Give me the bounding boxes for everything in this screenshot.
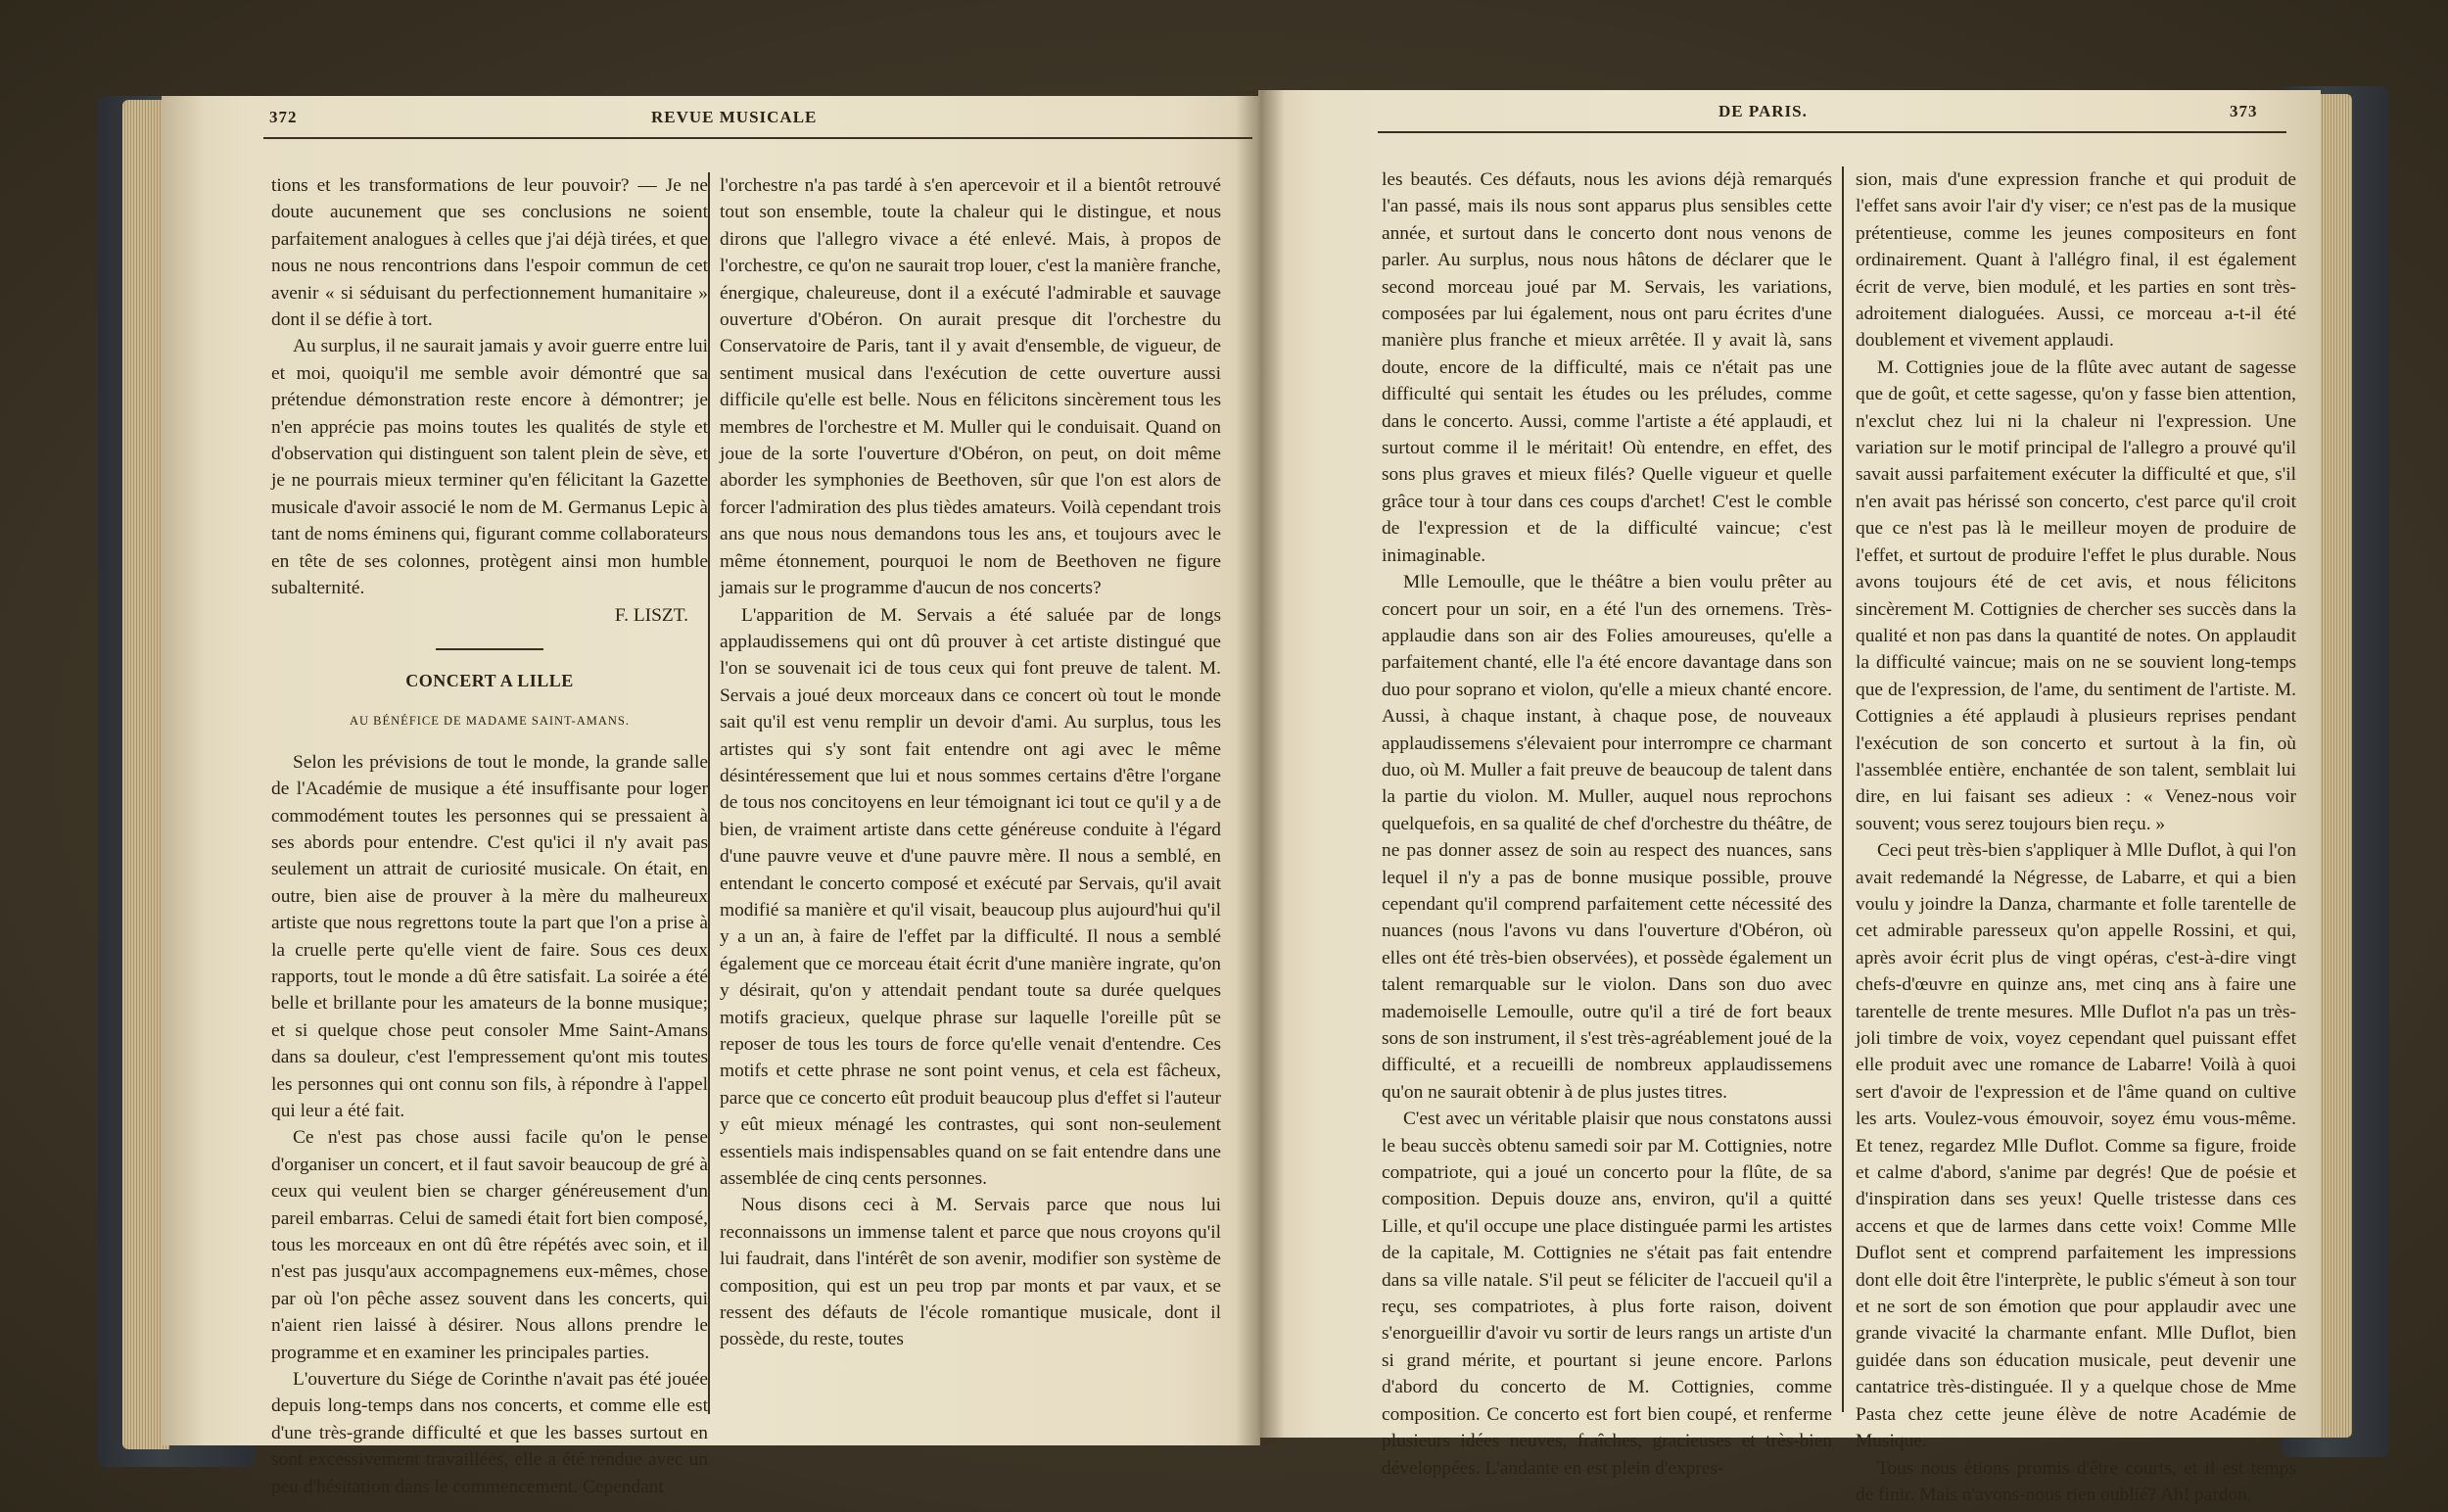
page-shadow bbox=[162, 96, 205, 1445]
right-page bbox=[1258, 90, 2321, 1505]
paragraph: Ceci peut très-bien s'appliquer à Mlle Duflot, à qui l'on avait redemandé la Négresse, de Labarre, et qui a bien voulu y joindre la Danza, charmante et folle tarentelle de cet admirable paresseux qu'on appelle Rossini, et qui, après avoir écrit plus de vingt opéras, c'est-à-dire vingt chefs-d'œuvre en quinze ans, met cinq ans à faire une tarentelle de trente mesures. Mlle Duflot n'a pas un très-joli timbre de voix, voyez cependant quel puissant effet elle produit avec une romance de Labarre! Voilà à quoi sert d'avoir de l'expression et de l'âme quand on cultive les arts. Voulez-vous émouvoir, soyez ému vous-même. Et tenez, regardez Mlle Duflot. Comme sa figure, froide et calme d'abord, s'anime par degrés! Que de poésie et d'inspiration dans ses yeux! Quelle tristesse dans ces accens et que de larmes dans cette voix! Comme Mlle Duflot sent et comprend parfaitement les impressions dont elle doit être l'interprète, le public s'émeut à son tour et ne sort de son émotion que pour applaudir avec une grande vivacité la charmante enfant. Mlle Duflot, bien guidée dans son éducation musicale, peut devenir une cantatrice très-distinguée. Il y a quelque chose de Mme Pasta chez cette jeune élève de notre Académie de Musique. bbox=[1856, 840, 2296, 1452]
paragraph: L'ouverture du Siége de Corinthe n'avait pas été jouée depuis long-temps dans nos concerts, et comme elle est d'une très-grande difficulté et que les basses surtout en sont excessivement travaillées, elle a été rendue avec un peu d'hésitation dans le commencement. Cependant bbox=[271, 1369, 708, 1497]
left-page bbox=[162, 96, 1260, 1497]
section-separator bbox=[436, 648, 543, 650]
article-title: CONCERT A LILLE bbox=[405, 670, 574, 690]
paragraph: C'est avec un véritable plaisir que nous constatons aussi le beau succès obtenu samedi soir par M. Cottignies, notre compatriote, qui a joué un concerto pour la flûte, de sa composition. Depuis douze ans, environ, qu'il a quitté Lille, et qu'il occupe une place distinguée parmi les artistes de la capitale, M. Cottignies ne s'était pas fait entendre dans sa ville natale. S'il peut se féliciter de l'accueil qu'il a reçu, ses compatriotes, à plus forte raison, doivent s'enorgueillir d'avoir vu sortir de leurs rangs un artiste d'un si grand mérite, et pourtant si jeune encore. Parlons d'abord du concerto de M. Cottignies, comme composition. Ce concerto est fort bien coupé, et renferme plusieurs idées neuves, fraîches, gracieuses et très-bien développées. L'andante en est plein d'expres- bbox=[1382, 1109, 1832, 1479]
running-head-left: REVUE MUSICALE bbox=[651, 108, 818, 126]
left-page-column-2 bbox=[720, 172, 1221, 1353]
paragraph: Nous disons ceci à M. Servais parce que nous lui reconnaissons un immense talent et parce que nous croyons qu'il lui faudrait, dans l'intérêt de son avenir, modifier son système de composition, qui est un peu trop par monts et par vaux, et se ressent des défauts de l'école romantique musicale, dont il possède, du reste, toutes bbox=[720, 1195, 1221, 1350]
paragraph: les beautés. Ces défauts, nous les avions déjà remarqués l'an passé, mais ils nous sont apparus plus sensibles cette année, et surtout dans le concerto dont nous venons de parler. Au surplus, nous nous hâtons de déclarer que le second morceau joué par M. Servais, les variations, composées par lui également, nous ont paru écrites d'une manière plus franche et mieux arrêtée. Il y avait là, sans doute, encore de la difficulté, mais ce n'était pas une difficulté qui sentait les études ou les préludes, comme dans le concerto. Aussi, comme l'artiste a été applaudi, et surtout comme il le méritait! Où entendre, en effet, des sons plus graves et mieux filés? Quelle vigueur et quelle grâce tour à tour dans ces coups d'archet! C'est le comble de l'expression et de la difficulté vaincue; c'est inimaginable. bbox=[1382, 169, 1832, 566]
right-page-column-2 bbox=[1856, 166, 2296, 1508]
article-subtitle: AU BÉNÉFICE DE MADAME SAINT-AMANS. bbox=[350, 714, 630, 729]
column-rule bbox=[708, 172, 710, 1414]
paragraph: Mlle Lemoulle, que le théâtre a bien voulu prêter au concert pour un soir, en a été l'un des ornemens. Très-applaudie dans son air des Folies amoureuses, qu'elle a parfaitement chanté, elle l'a été encore davantage dans son duo pour soprano et violon, qu'elle a mieux chanté encore. Aussi, à chaque instant, à chaque pose, de nouveaux applaudissemens s'élevaient pour interrompre ce charmant duo, où M. Muller a fait preuve de beaucoup de talent dans la partie du violon. M. Muller, auquel nous reprochons quelquefois, en sa qualité de chef d'orchestre du théâtre, de ne pas donner assez de soin au respect des nuances, sans lequel il n'y a pas de bonne musique possible, prouve cependant qu'il comprend parfaitement cette nécessité des nuances (nous l'avons vu dans l'ouverture d'Obéron, où elles ont été très-bien observées), et possède également un talent remarquable sur le violon. Dans son duo avec mademoiselle Lemoulle, outre qu'il a tiré de fort beaux sons de son instrument, il s'est très-agréablement joué de la difficulté, et a recueilli de nombreux applaudissemens qu'on ne saurait obtenir à de plus justes titres. bbox=[1382, 572, 1832, 1103]
paragraph: Selon les prévisions de tout le monde, la grande salle de l'Académie de musique a été insuffisante pour loger commodément toutes les personnes qui se pressaient à ses abords pour entendre. C'est qu'ici il n'y avait pas seulement un attrait de curiosité musicale. On était, en outre, bien aise de prouver à la mère du malheureux artiste que nous regrettons toute la part que l'on a prise à la cruelle perte qu'elle vient de faire. Sous ces deux rapports, tout le monde a dû être satisfait. La soirée a été belle et brillante pour les amateurs de la bonne musique; et si quelque chose peut consoler Mme Saint-Amans dans sa douleur, c'est l'empressement qu'ont mis toutes les personnes qui ont connu son fils, à répondre à l'appel qui leur a été fait. bbox=[271, 751, 708, 1121]
paragraph: Tous nous étions promis d'être courts, et il est temps de finir. Mais n'avons-nous rien oublié? Ah! pardon, bbox=[1856, 1457, 2296, 1505]
page-number-right: 373 bbox=[2230, 102, 2258, 120]
header-rule-left bbox=[263, 137, 1252, 139]
column-rule bbox=[1842, 166, 1844, 1412]
paragraph: sion, mais d'une expression franche et qui produit de l'effet sans avoir l'air d'y viser; ce n'est pas de la musique prétentieuse, comme les jeunes compositeurs en font ordinairement. Quant à l'allégro final, il est également écrit de verve, bien modulé, et les parties en sont très-adroitement dialoguées. Aussi, ce morceau a-t-il été doublement et vivement applaudi. bbox=[1856, 169, 2296, 352]
paragraph: M. Cottignies joue de la flûte avec autant de sagesse que de goût, et cette sagesse, qu'on y fasse bien attention, n'exclut chez lui ni la chaleur ni l'expression. Une variation sur le motif principal de l'allegro a prouvé qu'il savait aussi parfaitement exécuter la difficulté et que, s'il n'en avait pas hérissé son concerto, c'est parce qu'il croit que ce n'est pas là le meilleur moyen de produire de l'effet, et surtout de produire l'effet le plus durable. Nous avons toujours été de cet avis, et nous félicitons sincèrement M. Cottignies de chercher ses succès dans la qualité et non pas dans la quantité de notes. On applaudit la difficulté vaincue; mais on ne se souvient long-temps que de l'expression, de l'ame, du sentiment de l'artiste. M. Cottignies a été applaudi à plusieurs reprises pendant l'exécution de son concerto et surtout à la fin, où l'assemblée entière, enchantée de son talent, semblait lui dire, en lui faisant ses adieux : « Venez-nous voir souvent; vous serez toujours bien reçu. » bbox=[1856, 356, 2296, 834]
paragraph: L'apparition de M. Servais a été saluée par de longs applaudissemens qui ont dû prouver à cet artiste distingué que l'on se souvenait ici de tous ceux qui font preuve de talent. M. Servais a joué deux morceaux dans ce concert où tout le monde sait qu'il est venu remplir un devoir d'ami. Au surplus, tous les artistes qui s'y sont fait entendre ont agi avec le même désintéressement que lui et nous sommes certains d'être l'organe de tous nos concitoyens en leur témoignant ici tout ce qu'il y a de bien, de vraiment artiste dans cette généreuse conduite à l'égard d'une pauvre veuve et d'une pauvre mère. Il nous a semblé, en entendant le concerto composé et exécuté par Servais, qu'il avait modifié sa manière et qu'il visait, beaucoup plus aujourd'hui qu'il y a un an, à faire de l'effet par la difficulté. Il nous a semblé également que ce morceau était écrit d'une manière ingrate, qu'on y désirait, qu'on y attendait pendant toute sa durée quelques motifs gracieux, quelque phrase sur laquelle l'oreille pût se reposer de tous les tours de force qu'elle venait d'entendre. Ces motifs et cette phrase ne sont point venus, et cela est fâcheux, parce que ce concerto eût produit beaucoup plus d'effet si l'auteur y eût mieux ménagé les contrastes, qui sont non-seulement essentiels mais indispensables quand on se fait entendre dans une assemblée de cinq cents personnes. bbox=[720, 604, 1221, 1190]
paragraph: Ce n'est pas chose aussi facile qu'on le pense d'organiser un concert, et il faut savoir beaucoup de gré à ceux qui veulent bien se charger généreusement d'un pareil embarras. Celui de samedi était fort bien composé, tous les morceaux en ont dû être répétés avec soin, et il n'est pas jusqu'aux accompagnemens eux-mêmes, chose par où l'on pêche assez souvent dans les concerts, qui n'aient rien laissé à désirer. Nous allons prendre le programme et en examiner les principales parties. bbox=[271, 1127, 708, 1363]
header-rule-right bbox=[1378, 131, 2286, 133]
paragraph: l'orchestre n'a pas tardé à s'en apercevoir et il a bientôt retrouvé tout son ensemble, toute la chaleur qui le distingue, et nous dirons que l'allegro vivace a été enlevé. Mais, à propos de l'orchestre, ce qu'on ne saurait trop louer, c'est la manière franche, énergique, chaleureuse, dont il a exécuté l'admirable et sauvage ouverture d'Obéron. On aurait presque dit l'orchestre du Conservatoire de Paris, tant il y avait d'ensemble, de vigueur, de sentiment musical dans l'exécution de cette ouverture aussi difficile qu'elle est belle. Nous en félicitons sincèrement tous les membres de l'orchestre et M. Muller qui le conduisait. Quand on joue de la sorte l'ouverture d'Obéron, on peut, on doit même aborder les symphonies de Beethoven, sûr que l'on est alors de forcer l'admiration des plus tièdes amateurs. Voilà cependant trois ans que nous nous demandons tous les ans, et toujours avec le même étonnement, pourquoi le nom de Beethoven ne figure jamais sur le programme d'aucun de nos concerts? bbox=[720, 175, 1221, 599]
right-page-column-1 bbox=[1382, 166, 1832, 1482]
page-number-left: 372 bbox=[269, 108, 298, 126]
signature: F. LISZT. bbox=[614, 604, 688, 626]
left-page-column-1 bbox=[271, 172, 708, 1500]
paragraph: tions et les transformations de leur pouvoir? — Je ne doute aucunement que ses conclusions ne soient parfaitement analogues à celles que j'ai déjà tirées, et que nous ne nous rencontrions dans l'espoir commun de cet avenir « si séduisant du perfectionnement humanitaire » dont il se défie à tort. bbox=[271, 175, 708, 331]
paragraph: Au surplus, il ne saurait jamais y avoir guerre entre lui et moi, quoiqu'il me semble avoir démontré que sa prétendue démonstration reste encore à démontrer; je n'en apprécie pas moins toutes les qualités de style et d'observation qui distinguent son talent plein de sève, et je ne pourrais mieux terminer qu'en félicitant la Gazette musicale d'avoir associé le nom de M. Germanus Lepic à tant de noms éminens qui, figurant comme collaborateurs en tête de ses colonnes, protègent ainsi mon humble subalternité. bbox=[271, 336, 708, 599]
running-head-right: DE PARIS. bbox=[1718, 102, 1808, 120]
